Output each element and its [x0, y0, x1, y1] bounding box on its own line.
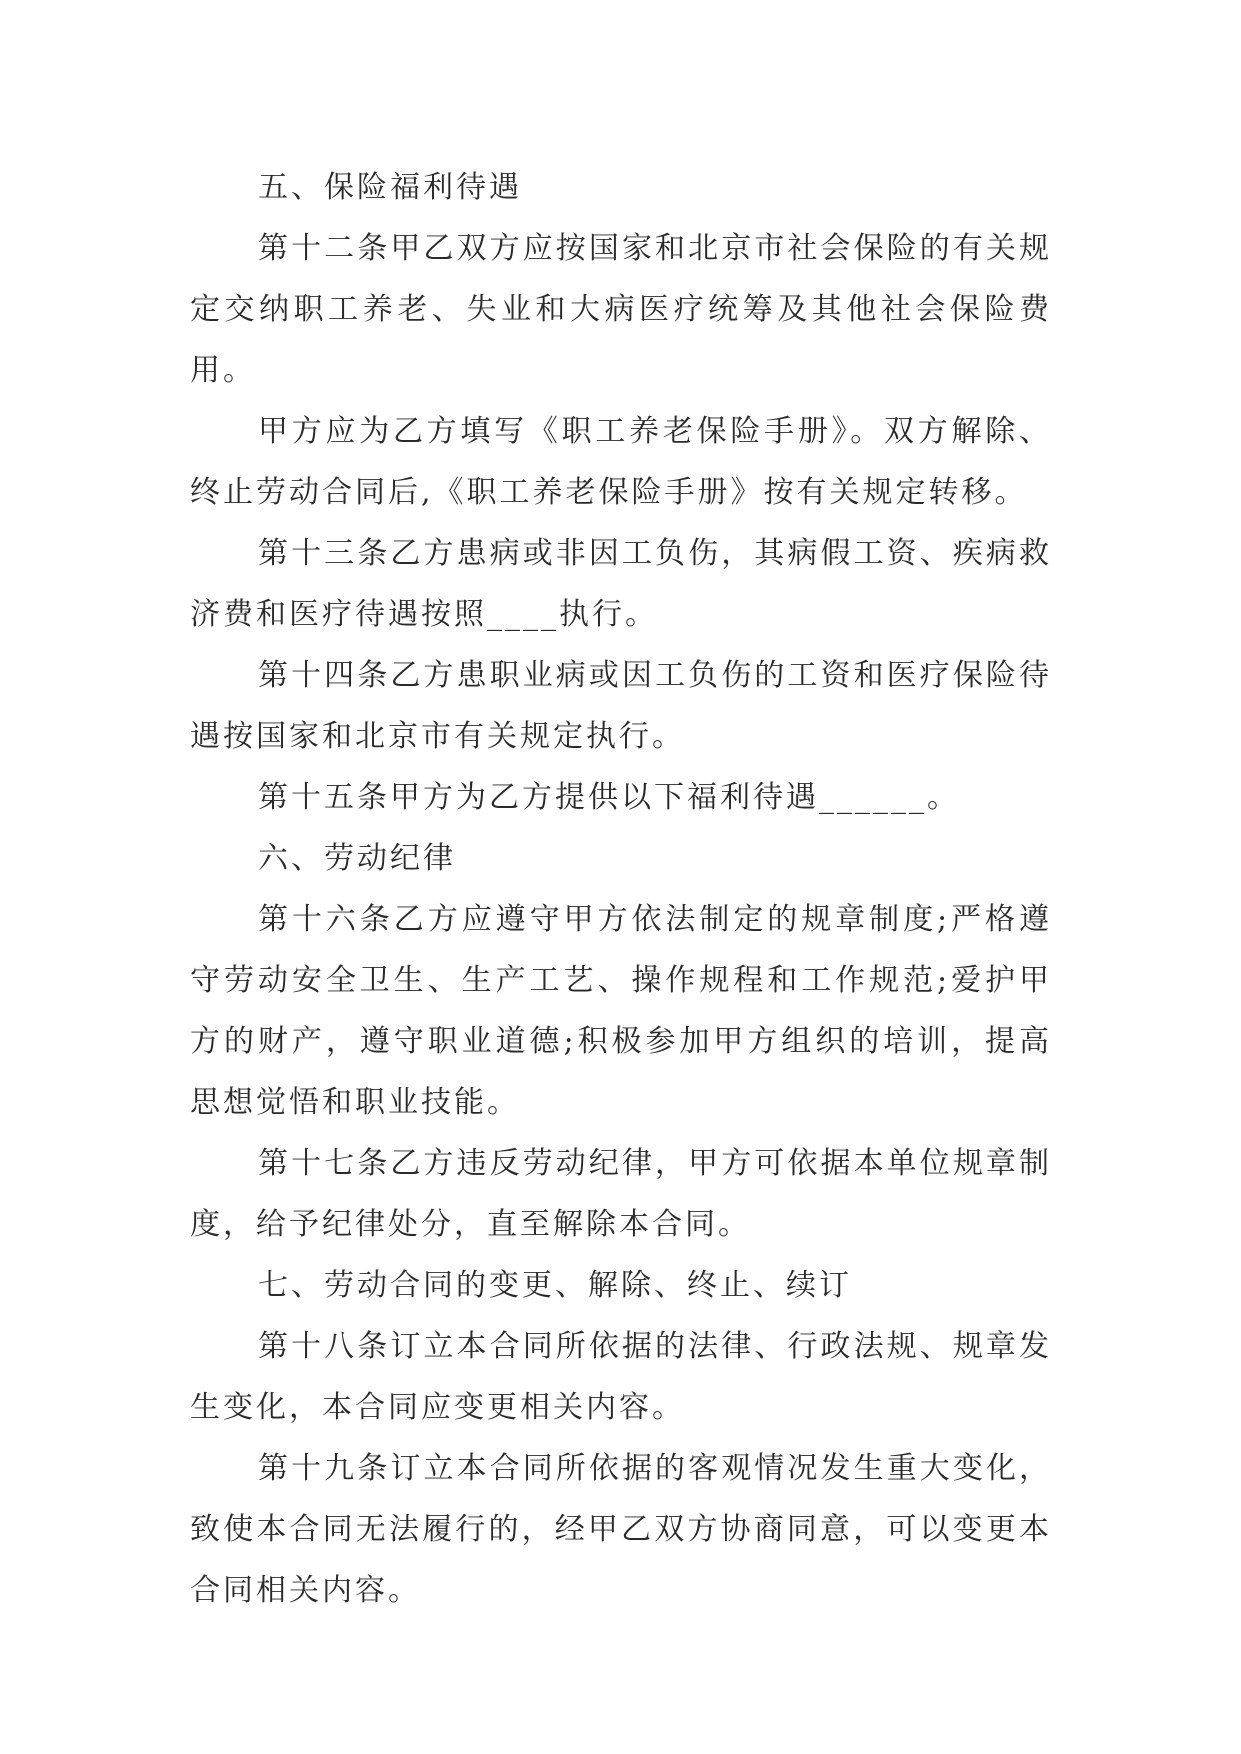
article-13: 第十三条乙方患病或非因工负伤，其病假工资、疾病救济费和医疗待遇按照____执行。	[190, 536, 1052, 632]
article-14: 第十四条乙方患职业病或因工负伤的工资和医疗保险待遇按国家和北京市有关规定执行。	[190, 658, 1052, 754]
article-12: 第十二条甲乙双方应按国家和北京市社会保险的有关规定交纳职工养老、失业和大病医疗统筹及其他社会保险费用。	[190, 231, 1052, 388]
article-18: 第十八条订立本合同所依据的法律、行政法规、规章发生变化，本合同应变更相关内容。	[190, 1329, 1052, 1425]
section-heading-discipline: 六、劳动纪律	[258, 841, 456, 876]
article-15: 第十五条甲方为乙方提供以下福利待遇______。	[258, 780, 960, 815]
article-12-pension-handbook: 甲方应为乙方填写《职工养老保险手册》。双方解除、终止劳动合同后,《职工养老保险手册》按有关规定转移。	[190, 414, 1052, 510]
article-16: 第十六条乙方应遵守甲方依法制定的规章制度;严格遵守劳动安全卫生、生产工艺、操作规程和工作规范;爱护甲方的财产，遵守职业道德;积极参加甲方组织的培训，提高思想觉悟和职业技能。	[190, 902, 1052, 1120]
section-heading-contract-changes: 七、劳动合同的变更、解除、终止、续订	[258, 1268, 852, 1303]
document-body	[190, 157, 1052, 1621]
section-heading-insurance: 五、保险福利待遇	[258, 170, 522, 205]
article-19: 第十九条订立本合同所依据的客观情况发生重大变化，致使本合同无法履行的，经甲乙双方协商同意，可以变更本合同相关内容。	[190, 1451, 1052, 1608]
article-17: 第十七条乙方违反劳动纪律，甲方可依据本单位规章制度，给予纪律处分，直至解除本合同。	[190, 1146, 1052, 1242]
